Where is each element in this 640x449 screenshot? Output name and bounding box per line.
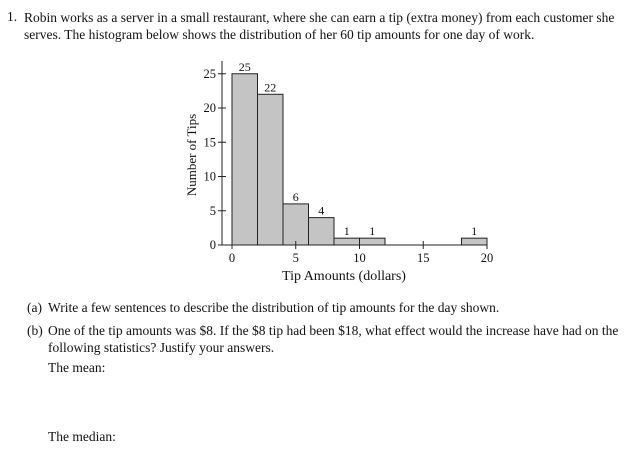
histogram-bar-0-2 bbox=[232, 74, 258, 245]
bar-value-label: 6 bbox=[292, 189, 299, 204]
y-tick-label: 25 bbox=[203, 66, 216, 81]
histogram-bar-10-12 bbox=[360, 238, 386, 245]
x-axis-label: Tip Amounts (dollars) bbox=[282, 269, 406, 284]
histogram-bars bbox=[232, 74, 487, 245]
histogram-bar-18-20 bbox=[462, 238, 488, 245]
x-tick-label: 15 bbox=[417, 251, 430, 265]
y-tick-label: 10 bbox=[203, 169, 216, 184]
y-axis-ticks bbox=[204, 67, 227, 252]
histogram-bar-2-4 bbox=[258, 94, 284, 245]
bar-value-label: 1 bbox=[369, 224, 376, 239]
question-number: 1. bbox=[7, 9, 18, 24]
y-axis-label: Number of Tips bbox=[184, 113, 199, 197]
mean-prompt: The mean: bbox=[48, 360, 106, 375]
bar-value-label: 1 bbox=[343, 224, 350, 239]
bar-value-label: 4 bbox=[318, 203, 325, 218]
part-b-label: (b) bbox=[27, 323, 43, 338]
x-tick-label: 5 bbox=[292, 251, 299, 265]
y-tick-label: 0 bbox=[209, 238, 216, 252]
part-a-text: Write a few sentences to describe the distribution of tip amounts for the day shown. bbox=[48, 300, 500, 315]
histogram-bar-6-8 bbox=[309, 218, 335, 245]
bar-value-label: 1 bbox=[471, 224, 478, 239]
y-tick-label: 5 bbox=[209, 203, 216, 218]
part-b-text: One of the tip amounts was $8. If the $8 tip had been $18, what effect would the increase have had on the following statistics? Justify your answers. bbox=[48, 323, 619, 355]
bar-value-label: 22 bbox=[264, 80, 277, 95]
y-tick-label: 15 bbox=[203, 135, 216, 150]
question-text: Robin works as a server in a small restaurant, where she can earn a tip (extra money) from each customer she serves. The histogram below shows the distribution of her 60 tip amounts for one day of work. bbox=[24, 10, 615, 42]
median-prompt: The median: bbox=[48, 429, 116, 444]
x-tick-label: 20 bbox=[480, 251, 494, 265]
x-tick-label: 10 bbox=[353, 251, 366, 265]
histogram-bar-4-6 bbox=[283, 204, 309, 245]
bar-value-label: 25 bbox=[238, 59, 251, 74]
part-a-label: (a) bbox=[27, 300, 42, 315]
histogram-bar-8-10 bbox=[334, 238, 360, 245]
y-tick-label: 20 bbox=[203, 101, 216, 115]
x-tick-label: 0 bbox=[228, 251, 236, 265]
